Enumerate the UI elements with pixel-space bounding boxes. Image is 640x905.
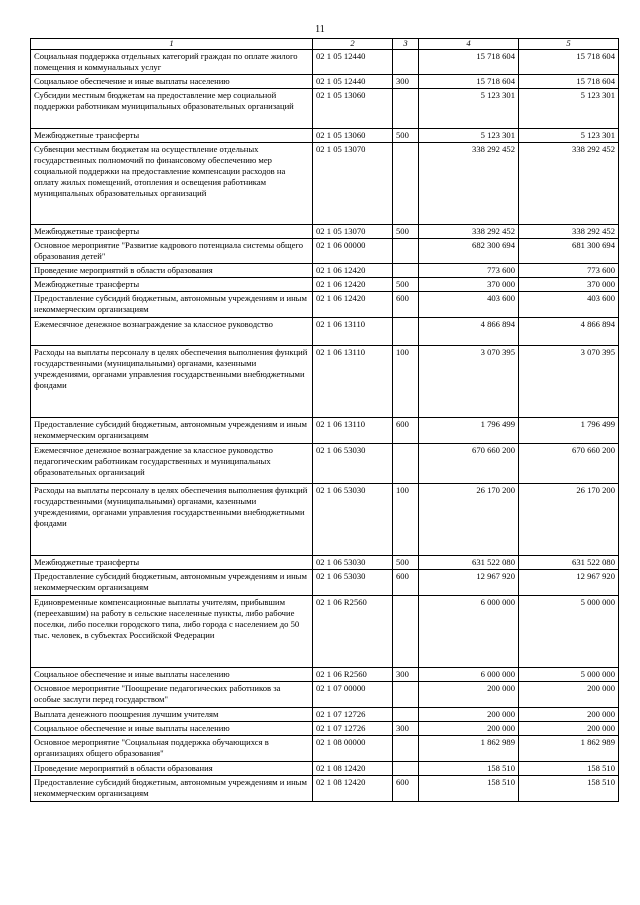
row-value-col5-cell: 200 000: [519, 708, 619, 722]
row-code-cell: 02 1 08 12420: [313, 776, 393, 802]
row-code-cell: 02 1 06 53030: [313, 556, 393, 570]
table-row: [31, 762, 619, 776]
row-name-cell: Расходы на выплаты персоналу в целях обеспечения выполнения функций государственными (муниципальными) органами, казенными учреждениями, органами управления государственными внебюджетными фондами: [31, 346, 313, 418]
row-name-cell: Социальное обеспечение и иные выплаты населению: [31, 722, 313, 736]
table-row: [31, 89, 619, 129]
row-code-cell: 02 1 08 12420: [313, 762, 393, 776]
table-row: [31, 556, 619, 570]
row-value-col4-cell: 631 522 080: [419, 556, 519, 570]
row-name-cell: Предоставление субсидий бюджетным, автономным учреждениям и иным некоммерческим организациям: [31, 418, 313, 444]
table-row: [31, 484, 619, 556]
row-vr-cell: 100: [393, 484, 419, 556]
row-vr-cell: [393, 318, 419, 346]
row-value-col5-cell: 5 123 301: [519, 129, 619, 143]
row-code-cell: 02 1 05 13070: [313, 143, 393, 225]
table-row: [31, 50, 619, 75]
row-name-cell: Предоставление субсидий бюджетным, автономным учреждениям и иным некоммерческим организациям: [31, 570, 313, 596]
table-row: [31, 75, 619, 89]
row-value-col5-cell: 5 000 000: [519, 596, 619, 668]
row-vr-cell: 500: [393, 556, 419, 570]
row-vr-cell: 600: [393, 776, 419, 802]
row-code-cell: 02 1 05 13060: [313, 129, 393, 143]
row-vr-cell: [393, 89, 419, 129]
table-row: [31, 225, 619, 239]
row-code-cell: 02 1 07 12726: [313, 708, 393, 722]
row-code-cell: 02 1 06 R2560: [313, 596, 393, 668]
row-name-cell: Ежемесячное денежное вознаграждение за классное руководство: [31, 318, 313, 346]
table-row: [31, 668, 619, 682]
row-name-cell: Основное мероприятие "Развитие кадрового потенциала системы общего образования детей": [31, 239, 313, 264]
row-value-col4-cell: 158 510: [419, 762, 519, 776]
row-code-cell: 02 1 05 13060: [313, 89, 393, 129]
row-code-cell: 02 1 06 53030: [313, 484, 393, 556]
row-code-cell: 02 1 05 12440: [313, 50, 393, 75]
table-row: [31, 143, 619, 225]
row-value-col4-cell: 200 000: [419, 708, 519, 722]
row-vr-cell: 600: [393, 292, 419, 318]
row-value-col5-cell: 403 600: [519, 292, 619, 318]
row-name-cell: Выплата денежного поощрения лучшим учителям: [31, 708, 313, 722]
table-row: [31, 736, 619, 762]
row-value-col5-cell: 5 123 301: [519, 89, 619, 129]
row-value-col4-cell: 4 866 894: [419, 318, 519, 346]
row-value-col5-cell: 200 000: [519, 682, 619, 708]
row-code-cell: 02 1 06 00000: [313, 239, 393, 264]
row-value-col4-cell: 338 292 452: [419, 225, 519, 239]
row-vr-cell: 600: [393, 570, 419, 596]
table-row: [31, 264, 619, 278]
table-row: [31, 292, 619, 318]
row-name-cell: Проведение мероприятий в области образования: [31, 264, 313, 278]
row-value-col4-cell: 12 967 920: [419, 570, 519, 596]
row-code-cell: 02 1 06 53030: [313, 570, 393, 596]
table-row: [31, 278, 619, 292]
row-value-col4-cell: 670 660 200: [419, 444, 519, 484]
row-value-col5-cell: 158 510: [519, 776, 619, 802]
row-value-col5-cell: 681 300 694: [519, 239, 619, 264]
row-value-col4-cell: 200 000: [419, 722, 519, 736]
row-value-col5-cell: 338 292 452: [519, 143, 619, 225]
row-name-cell: Основное мероприятие "Поощрение педагогических работников за особые заслуги перед государством": [31, 682, 313, 708]
row-code-cell: 02 1 05 12440: [313, 75, 393, 89]
row-vr-cell: [393, 239, 419, 264]
row-name-cell: Межбюджетные трансферты: [31, 225, 313, 239]
row-name-cell: Предоставление субсидий бюджетным, автономным учреждениям и иным некоммерческим организациям: [31, 292, 313, 318]
row-name-cell: Социальное обеспечение и иные выплаты населению: [31, 75, 313, 89]
row-name-cell: Предоставление субсидий бюджетным, автономным учреждениям и иным некоммерческим организациям: [31, 776, 313, 802]
row-code-cell: 02 1 06 53030: [313, 444, 393, 484]
row-name-cell: Социальная поддержка отдельных категорий граждан по оплате жилого помещения и коммунальных услуг: [31, 50, 313, 75]
row-name-cell: Субвенции местным бюджетам на осуществление отдельных государственных полномочий по финансовому обеспечению мер социальной поддержки на предоставление компенсации расходов на оплату жилых помещений, отопления и освещения работникам муниципальных образовательных организаций: [31, 143, 313, 225]
row-code-cell: 02 1 07 00000: [313, 682, 393, 708]
table-row: [31, 239, 619, 264]
row-name-cell: Единовременные компенсационные выплаты учителям, прибывшим (переехавшим) на работу в сельские населенные пункты, либо рабочие поселки, либо поселки городского типа, либо города с населением до 50 тыс. человек, в субъектах Российской Федерации: [31, 596, 313, 668]
table-row: [31, 708, 619, 722]
row-value-col5-cell: 773 600: [519, 264, 619, 278]
row-vr-cell: [393, 444, 419, 484]
row-value-col4-cell: 403 600: [419, 292, 519, 318]
row-code-cell: 02 1 06 R2560: [313, 668, 393, 682]
row-vr-cell: 500: [393, 129, 419, 143]
row-name-cell: Социальное обеспечение и иные выплаты населению: [31, 668, 313, 682]
table-row: [31, 129, 619, 143]
page-number: 11: [315, 24, 325, 35]
row-value-col5-cell: 5 000 000: [519, 668, 619, 682]
row-vr-cell: 300: [393, 668, 419, 682]
row-code-cell: 02 1 06 13110: [313, 418, 393, 444]
row-code-cell: 02 1 06 12420: [313, 292, 393, 318]
row-value-col5-cell: 4 866 894: [519, 318, 619, 346]
row-code-cell: 02 1 05 13070: [313, 225, 393, 239]
row-value-col5-cell: 200 000: [519, 722, 619, 736]
budget-table: [30, 38, 619, 802]
row-value-col4-cell: 3 070 395: [419, 346, 519, 418]
row-value-col4-cell: 773 600: [419, 264, 519, 278]
row-code-cell: 02 1 07 12726: [313, 722, 393, 736]
row-value-col5-cell: 631 522 080: [519, 556, 619, 570]
table-row: [31, 570, 619, 596]
row-value-col4-cell: 15 718 604: [419, 75, 519, 89]
row-vr-cell: [393, 50, 419, 75]
row-vr-cell: 500: [393, 278, 419, 292]
row-vr-cell: 300: [393, 722, 419, 736]
row-value-col5-cell: 15 718 604: [519, 75, 619, 89]
header-col-1: 1: [31, 39, 313, 50]
row-value-col4-cell: 1 862 989: [419, 736, 519, 762]
row-value-col4-cell: 370 000: [419, 278, 519, 292]
row-vr-cell: [393, 736, 419, 762]
row-code-cell: 02 1 06 12420: [313, 264, 393, 278]
row-name-cell: Межбюджетные трансферты: [31, 556, 313, 570]
row-name-cell: Ежемесячное денежное вознаграждение за классное руководство педагогическим работникам государственных и муниципальных образовательных организаций: [31, 444, 313, 484]
row-name-cell: Проведение мероприятий в области образования: [31, 762, 313, 776]
row-name-cell: Межбюджетные трансферты: [31, 278, 313, 292]
table-body: [31, 50, 619, 802]
table-row: [31, 776, 619, 802]
header-col-3: 3: [393, 39, 419, 50]
row-value-col4-cell: 5 123 301: [419, 129, 519, 143]
table-row: [31, 346, 619, 418]
row-vr-cell: [393, 596, 419, 668]
row-value-col5-cell: 15 718 604: [519, 50, 619, 75]
row-value-col4-cell: 338 292 452: [419, 143, 519, 225]
table-header-row: [31, 39, 619, 50]
row-name-cell: Расходы на выплаты персоналу в целях обеспечения выполнения функций государственными (муниципальными) органами, казенными учреждениями, органами управления государственными внебюджетными фондами: [31, 484, 313, 556]
row-value-col5-cell: 1 796 499: [519, 418, 619, 444]
table-row: [31, 682, 619, 708]
row-code-cell: 02 1 06 13110: [313, 346, 393, 418]
row-value-col4-cell: 15 718 604: [419, 50, 519, 75]
table-row: [31, 318, 619, 346]
row-value-col5-cell: 370 000: [519, 278, 619, 292]
row-code-cell: 02 1 08 00000: [313, 736, 393, 762]
table-row: [31, 596, 619, 668]
row-name-cell: Основное мероприятие "Социальная поддержка обучающихся в организациях общего образования": [31, 736, 313, 762]
table-row: [31, 418, 619, 444]
row-vr-cell: [393, 682, 419, 708]
row-vr-cell: 600: [393, 418, 419, 444]
table-row: [31, 722, 619, 736]
row-vr-cell: [393, 708, 419, 722]
row-vr-cell: [393, 264, 419, 278]
row-name-cell: Межбюджетные трансферты: [31, 129, 313, 143]
row-value-col4-cell: 5 123 301: [419, 89, 519, 129]
row-value-col4-cell: 1 796 499: [419, 418, 519, 444]
row-vr-cell: 100: [393, 346, 419, 418]
table-row: [31, 444, 619, 484]
row-value-col5-cell: 3 070 395: [519, 346, 619, 418]
header-col-4: 4: [419, 39, 519, 50]
row-value-col4-cell: 682 300 694: [419, 239, 519, 264]
header-col-5: 5: [519, 39, 619, 50]
row-value-col5-cell: 338 292 452: [519, 225, 619, 239]
row-value-col4-cell: 26 170 200: [419, 484, 519, 556]
row-value-col5-cell: 1 862 989: [519, 736, 619, 762]
row-value-col4-cell: 6 000 000: [419, 668, 519, 682]
row-value-col4-cell: 158 510: [419, 776, 519, 802]
row-value-col5-cell: 158 510: [519, 762, 619, 776]
row-value-col4-cell: 6 000 000: [419, 596, 519, 668]
row-value-col5-cell: 26 170 200: [519, 484, 619, 556]
row-code-cell: 02 1 06 13110: [313, 318, 393, 346]
row-vr-cell: [393, 762, 419, 776]
row-name-cell: Субсидии местным бюджетам на предоставление мер социальной поддержки работникам муниципальных образовательных организаций: [31, 89, 313, 129]
row-value-col5-cell: 12 967 920: [519, 570, 619, 596]
row-code-cell: 02 1 06 12420: [313, 278, 393, 292]
row-vr-cell: 300: [393, 75, 419, 89]
row-vr-cell: 500: [393, 225, 419, 239]
row-vr-cell: [393, 143, 419, 225]
header-col-2: 2: [313, 39, 393, 50]
row-value-col5-cell: 670 660 200: [519, 444, 619, 484]
row-value-col4-cell: 200 000: [419, 682, 519, 708]
